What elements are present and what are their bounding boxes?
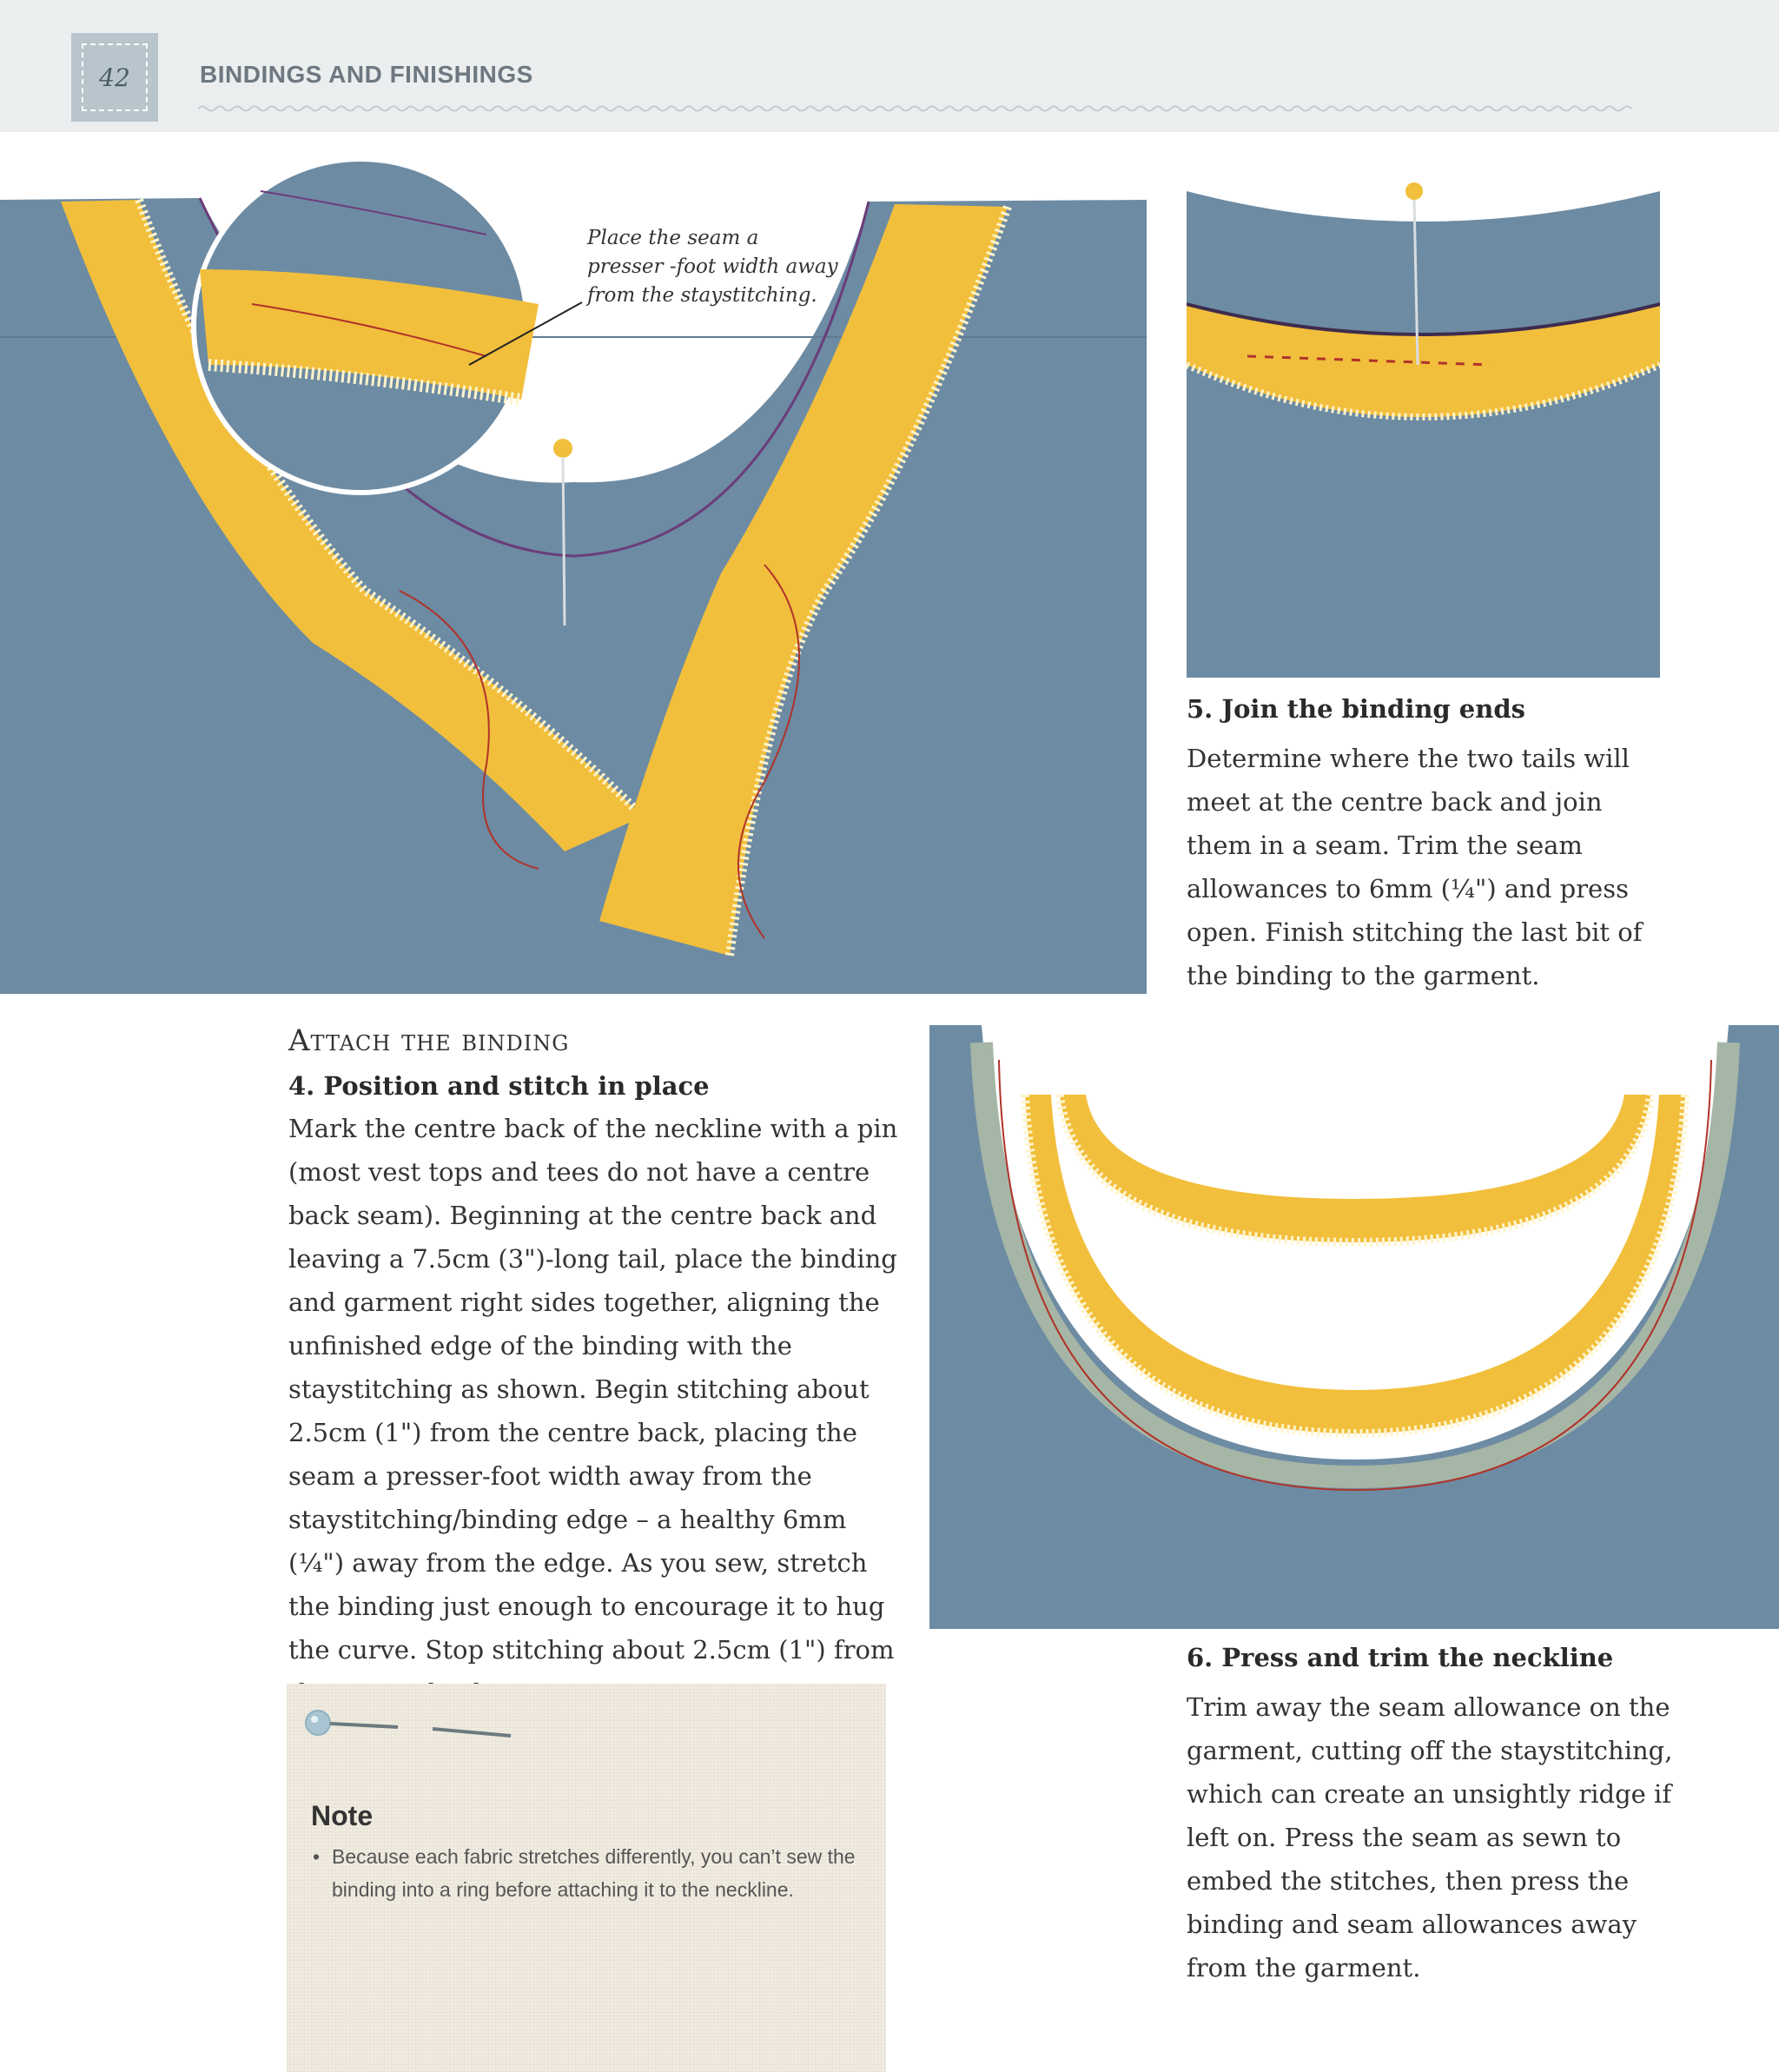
note-bullet-text: • Because each fabric stretches differently, you can’t sew the binding into a ring before attaching it to the neckline.	[311, 1840, 867, 1906]
page-number-badge	[71, 33, 158, 122]
step-4-title: 4. Position and stitch in place	[288, 1071, 710, 1101]
step-5-title: 5. Join the binding ends	[1187, 694, 1525, 724]
step-5-body: Determine where the two tails will meet at the centre back and join them in a seam. Trim the seam allowances to 6mm (¼") and press open. Finish stitching the last bit of the binding to the garment.	[1187, 744, 1643, 990]
note-title: Note	[311, 1800, 374, 1831]
step-6-body: Trim away the seam allowance on the garment, cutting off the staystitching, which can create an unsightly ridge if left on. Press the seam as sewn to embed the stitches, then press the binding and seam allowances away from the garment.	[1187, 1692, 1673, 1983]
photo-press-trim-neckline	[929, 1025, 1779, 1629]
step-6-title: 6. Press and trim the neckline	[1187, 1643, 1614, 1672]
step-6-block	[1187, 1640, 1673, 1989]
photo-binding-stitching	[0, 156, 1147, 994]
header-wavy-divider	[198, 103, 1779, 115]
page-number: 42	[82, 43, 148, 111]
step-4-block	[288, 1065, 905, 1715]
step-4-body: Mark the centre back of the neckline with a pin (most vest tops and tees do not have a centre back seam). Beginning at the centre back and leaving a 7.5cm (3")-long tail, place the binding and garment right sides together, aligning the unfinished edge of the binding with the staystitching as shown. Begin stitching about 2.5cm (1") from the centre back, placing the seam a presser-foot width away from the staystitching/binding edge – a healthy 6mm (¼") away from the edge. As you sew, stretch the binding just enough to encourage it to hug the curve. Stop stitching about 2.5cm (1") from	[288, 1114, 898, 1665]
section-title: BINDINGS AND FINISHINGS	[200, 61, 533, 88]
step-5-block	[1187, 692, 1673, 997]
pin-icon	[302, 1701, 632, 1744]
attach-binding-heading: Attach the binding	[288, 1023, 570, 1058]
photo-callout-annotation: Place the seam a presser -foot width away from the staystitching.	[587, 227, 838, 307]
note-box	[287, 1684, 886, 2072]
photo-join-binding-ends	[1187, 156, 1660, 678]
